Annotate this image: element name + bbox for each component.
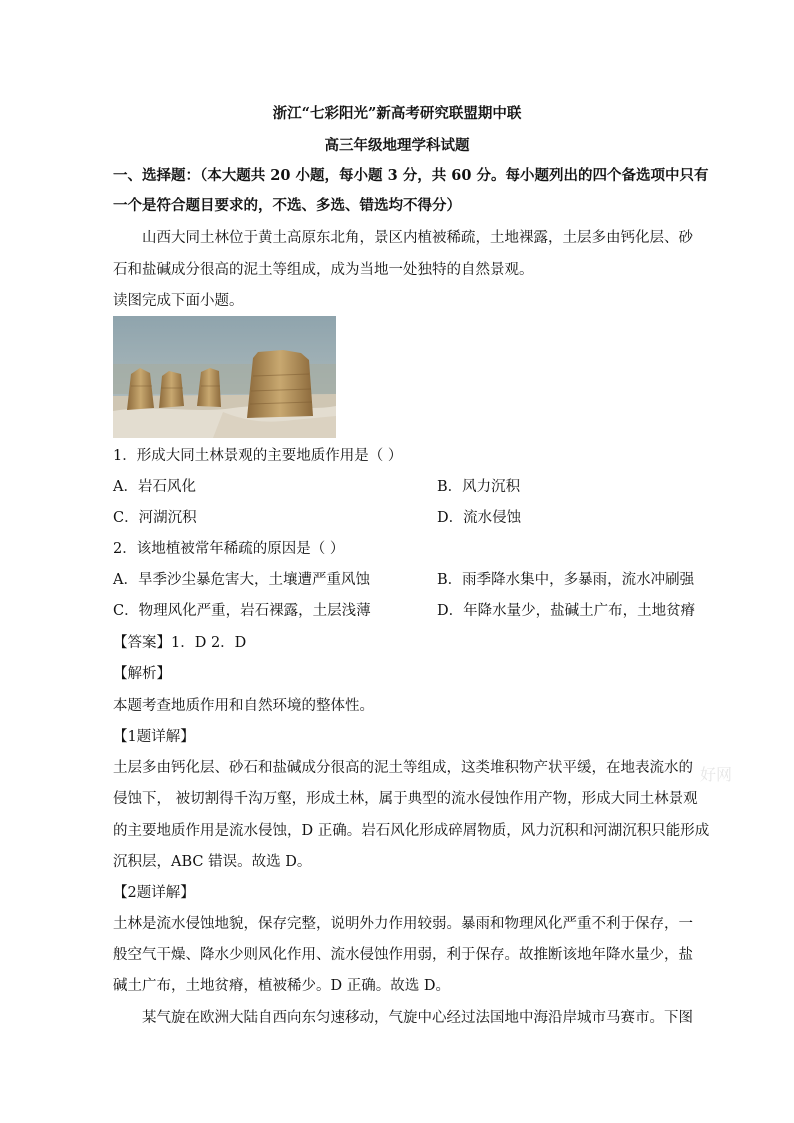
- document-subtitle: 高三年级地理学科试题: [324, 137, 470, 154]
- document-title: 浙江“七彩阳光”新高考研究联盟期中联: [272, 105, 522, 122]
- section-heading-line-1: 一、选择题：（本大题共 20 小题，每小题 3 分，共 60 分。每小题列出的四个备选项中只有: [113, 167, 709, 184]
- reading-prompt: 读图完成下面小题。: [113, 293, 244, 309]
- analysis-label: 【解析】: [113, 666, 171, 682]
- question-1-option-a: A．岩石风化: [113, 479, 196, 495]
- question-2-option-a: A．旱季沙尘暴危害大，土壤遭严重风蚀: [113, 572, 370, 588]
- intro-paragraph-line-1: 山西大同土林位于黄土高原东北角，景区内植被稀疏，土地裸露，土层多由钙化层、砂: [142, 230, 693, 246]
- question-1-stem: 1．形成大同土林景观的主要地质作用是（ ）: [113, 448, 403, 464]
- question-1-option-c: C．河湖沉积: [113, 510, 197, 526]
- detail-2-line-2: 般空气干燥、降水少则风化作用、流水侵蚀作用弱，利于保存。故推断该地年降水量少，盐: [113, 947, 693, 963]
- question-1-option-b: B．风力沉积: [437, 479, 521, 495]
- detail-1-line-1: 土层多由钙化层、砂石和盐碱成分很高的泥土等组成，这类堆积物产状平缓，在地表流水的: [113, 760, 693, 776]
- detail-1-line-2: 侵蚀下， 被切割得千沟万壑，形成土林，属于典型的流水侵蚀作用产物，形成大同土林景观: [113, 791, 698, 807]
- question-2-option-b: B．雨季降水集中，多暴雨，流水冲刷强: [437, 572, 695, 588]
- question-2-option-c: C．物理风化严重，岩石裸露，土层浅薄: [113, 603, 371, 619]
- section-heading-line-2: 一个是符合题目要求的，不选、多选、错选均不得分）: [113, 197, 461, 214]
- detail-1-line-4: 沉积层，ABC 错误。故选 D。: [113, 854, 312, 870]
- question-2-stem: 2．该地植被常年稀疏的原因是（ ）: [113, 541, 345, 557]
- detail-1-label: 【1题详解】: [113, 729, 195, 745]
- detail-2-line-1: 土林是流水侵蚀地貌，保存完整，说明外力作用较弱。暴雨和物理风化严重不利于保存，一: [113, 916, 693, 932]
- next-question-intro: 某气旋在欧洲大陆自西向东匀速移动，气旋中心经过法国地中海沿岸城市马赛市。下图: [142, 1010, 693, 1026]
- intro-paragraph-line-2: 石和盐碱成分很高的泥土等组成，成为当地一处独特的自然景观。: [113, 262, 534, 278]
- answer-line: 【答案】1．D 2．D: [113, 635, 247, 651]
- detail-1-line-3: 的主要地质作用是流水侵蚀，D 正确。岩石风化形成碎屑物质，风力沉积和河湖沉积只能形成: [113, 823, 710, 839]
- question-1-option-d: D．流水侵蚀: [437, 510, 522, 526]
- detail-2-label: 【2题详解】: [113, 885, 195, 901]
- detail-2-line-3: 碱土广布，土地贫瘠，植被稀少。D 正确。故选 D。: [113, 978, 450, 994]
- earth-forest-illustration: [113, 316, 336, 438]
- question-2-option-d: D．年降水量少，盐碱土广布，土地贫瘠: [437, 603, 696, 619]
- earth-forest-photo: [113, 316, 336, 438]
- analysis-text: 本题考查地质作用和自然环境的整体性。: [113, 698, 374, 714]
- watermark-text: 好网: [700, 765, 733, 784]
